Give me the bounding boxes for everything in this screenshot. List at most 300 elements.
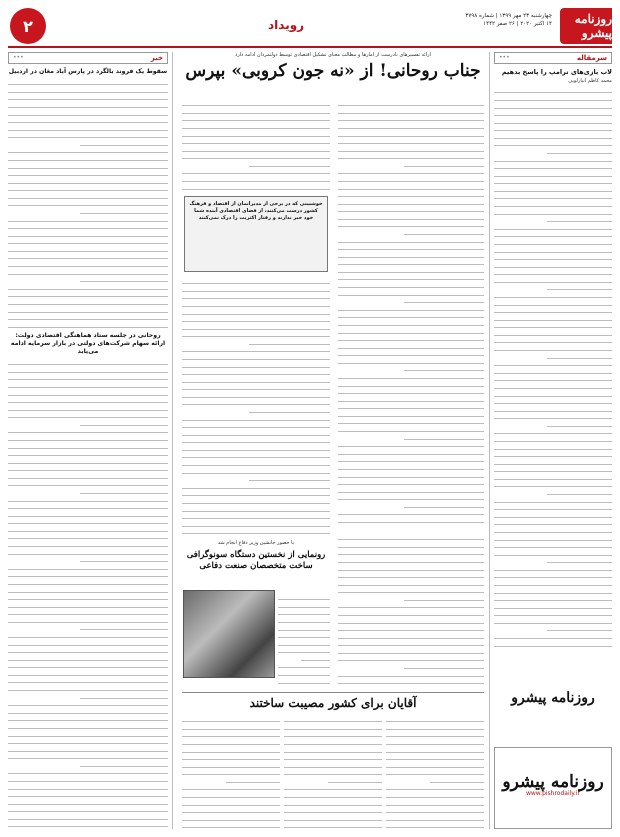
text-line xyxy=(8,314,168,320)
text-line xyxy=(338,464,484,470)
text-line xyxy=(494,610,612,616)
text-line xyxy=(8,223,168,229)
text-line xyxy=(8,322,168,328)
text-line xyxy=(338,602,484,608)
text-line xyxy=(8,791,168,797)
date-line: ۱۴ اکتبر ۲۰۲۰ | ۲۶ صفر ۱۴۴۲ xyxy=(483,21,552,27)
text-line xyxy=(386,754,484,760)
text-line xyxy=(338,396,484,402)
text-line xyxy=(8,382,168,388)
text-line xyxy=(494,398,612,404)
text-line xyxy=(338,259,484,265)
text-line xyxy=(182,422,330,428)
text-line xyxy=(284,807,382,813)
text-line xyxy=(182,498,330,504)
sub-kicker: با حضور جانشین وزیر دفاع انجام شد xyxy=(217,540,295,546)
text-line xyxy=(8,647,168,653)
text-line xyxy=(386,815,484,821)
text-line xyxy=(338,252,484,258)
text-line xyxy=(430,777,484,783)
text-line xyxy=(182,822,280,828)
text-line xyxy=(338,130,484,136)
text-line xyxy=(8,715,168,721)
text-line xyxy=(338,108,484,114)
text-line xyxy=(338,524,484,530)
text-line xyxy=(8,632,168,638)
text-line xyxy=(494,262,612,268)
text-line xyxy=(494,277,612,283)
text-line xyxy=(8,178,168,184)
text-line xyxy=(278,685,330,686)
text-line xyxy=(182,361,330,367)
text-line xyxy=(8,723,168,729)
text-line xyxy=(8,768,168,774)
text-line xyxy=(494,208,612,214)
text-line xyxy=(338,168,484,174)
text-line xyxy=(338,191,484,197)
text-line xyxy=(8,776,168,782)
text-line xyxy=(284,724,382,730)
column-divider xyxy=(172,52,173,829)
section-divider xyxy=(182,692,484,693)
text-line xyxy=(338,138,484,144)
text-line xyxy=(547,421,612,427)
text-line xyxy=(284,784,382,790)
text-line xyxy=(494,640,612,646)
text-line xyxy=(8,246,168,252)
text-line xyxy=(338,214,484,220)
text-line xyxy=(8,814,168,820)
text-line xyxy=(338,471,484,477)
text-line xyxy=(8,374,168,380)
main-body-col1 xyxy=(338,100,484,530)
text-line xyxy=(80,761,168,767)
text-line xyxy=(494,118,612,124)
text-line xyxy=(8,412,168,418)
text-line xyxy=(494,193,612,199)
text-line xyxy=(404,663,484,669)
text-line xyxy=(338,633,484,639)
text-line xyxy=(8,579,168,585)
text-line xyxy=(338,320,484,326)
pull-quote-text: خوشبینی که در برخی از مدیرانمان از اقتصاد و فرهنگ کشور درست می‌کنند، از فضای اقتصادی آینده شما خود خبر ندارند و رفتار اکثریت را درک نمی‌کنند xyxy=(189,201,323,221)
text-line xyxy=(8,564,168,570)
text-line xyxy=(494,572,612,578)
text-line xyxy=(494,246,612,252)
website-url[interactable]: www.pishrodaily.ir xyxy=(525,790,581,797)
bottom-headline: آقایان برای کشور مصیبت ساختند xyxy=(249,696,417,710)
text-line xyxy=(494,315,612,321)
text-line xyxy=(386,784,484,790)
text-line xyxy=(8,799,168,805)
text-line xyxy=(386,761,484,767)
text-line xyxy=(494,337,612,343)
text-line xyxy=(182,183,330,189)
text-line xyxy=(8,102,168,108)
page-header xyxy=(8,8,612,48)
text-line xyxy=(338,579,484,585)
dots-icon: ••• xyxy=(13,53,24,61)
text-line xyxy=(338,115,484,121)
text-line xyxy=(386,792,484,798)
text-line xyxy=(182,807,280,813)
text-line xyxy=(182,399,330,405)
text-line xyxy=(182,746,280,752)
text-line xyxy=(182,392,330,398)
text-line xyxy=(494,155,612,161)
text-line xyxy=(226,777,280,783)
bottom-body-col1 xyxy=(386,716,484,828)
text-line xyxy=(338,123,484,129)
text-line xyxy=(8,132,168,138)
text-line xyxy=(547,148,612,154)
text-line xyxy=(494,474,612,480)
text-line xyxy=(494,292,612,298)
text-line xyxy=(494,87,612,93)
text-line xyxy=(338,312,484,318)
text-line xyxy=(338,100,484,106)
text-line xyxy=(8,94,168,100)
news-body-2 xyxy=(8,359,168,829)
text-line xyxy=(404,502,484,508)
text-line xyxy=(8,480,168,486)
text-line xyxy=(494,171,612,177)
text-line xyxy=(182,323,330,329)
text-line xyxy=(8,473,168,479)
text-line xyxy=(494,443,612,449)
text-line xyxy=(8,299,168,305)
text-line xyxy=(494,110,612,116)
text-line xyxy=(8,677,168,683)
text-line xyxy=(8,389,168,395)
text-line xyxy=(8,155,168,161)
text-line xyxy=(338,176,484,182)
news-tag xyxy=(8,52,168,64)
text-line xyxy=(338,183,484,189)
text-line xyxy=(80,140,168,146)
text-line xyxy=(8,87,168,93)
text-line xyxy=(182,815,280,821)
text-line xyxy=(182,308,330,314)
text-line xyxy=(494,580,612,586)
text-line xyxy=(284,761,382,767)
text-line xyxy=(249,161,330,167)
text-line xyxy=(494,405,612,411)
text-line xyxy=(494,322,612,328)
text-line xyxy=(338,655,484,661)
text-line xyxy=(338,274,484,280)
text-line xyxy=(494,201,612,207)
editorial-body xyxy=(494,87,612,647)
news-headline-helicopter: سقوط یک فروند بالگرد در پارس آباد مغان در اردبیل xyxy=(8,68,168,75)
text-line xyxy=(494,231,612,237)
text-line xyxy=(249,339,330,345)
text-line xyxy=(494,224,612,230)
text-line xyxy=(80,624,168,630)
text-line xyxy=(8,655,168,661)
text-line xyxy=(8,170,168,176)
news-tag-label: خبر xyxy=(150,53,163,62)
text-line xyxy=(8,526,168,532)
text-line xyxy=(182,521,330,527)
text-line xyxy=(182,115,330,121)
text-line xyxy=(8,359,168,365)
text-line xyxy=(182,799,280,805)
text-line xyxy=(338,153,484,159)
text-line xyxy=(338,456,484,462)
text-line xyxy=(8,738,168,744)
text-line xyxy=(338,426,484,432)
text-line xyxy=(8,427,168,433)
text-line xyxy=(182,384,330,390)
main-body-col1-cont xyxy=(338,534,484,686)
text-line xyxy=(494,102,612,108)
text-line xyxy=(386,739,484,745)
editorial-byline: محمد کاظم انبارلویی xyxy=(568,78,612,84)
text-line xyxy=(404,595,484,601)
text-line xyxy=(182,437,330,443)
text-line xyxy=(338,678,484,684)
text-line xyxy=(8,450,168,456)
text-line xyxy=(386,807,484,813)
text-line xyxy=(182,724,280,730)
text-line xyxy=(182,168,330,174)
news-column xyxy=(8,52,168,829)
text-line xyxy=(338,411,484,417)
text-line xyxy=(182,123,330,129)
text-line xyxy=(284,739,382,745)
text-line xyxy=(182,130,330,136)
text-line xyxy=(8,109,168,115)
text-line xyxy=(338,648,484,654)
text-line xyxy=(338,587,484,593)
text-line xyxy=(8,685,168,691)
text-line xyxy=(182,100,330,106)
text-line xyxy=(8,495,168,501)
text-line xyxy=(8,783,168,789)
text-line xyxy=(278,624,330,630)
text-line xyxy=(494,163,612,169)
sub-story-body xyxy=(278,594,330,686)
text-line xyxy=(8,193,168,199)
text-line xyxy=(278,602,330,608)
news-body-1 xyxy=(8,79,168,329)
text-line xyxy=(494,254,612,260)
section-title: رویداد xyxy=(268,18,305,32)
text-line xyxy=(182,452,330,458)
text-line xyxy=(494,133,612,139)
text-line xyxy=(284,754,382,760)
text-line xyxy=(494,519,612,525)
text-line xyxy=(404,297,484,303)
text-line xyxy=(8,367,168,373)
text-line xyxy=(547,557,612,563)
text-line xyxy=(494,125,612,131)
text-line xyxy=(494,481,612,487)
text-line xyxy=(404,365,484,371)
text-line xyxy=(8,261,168,267)
text-line xyxy=(284,716,382,722)
text-line xyxy=(284,769,382,775)
bottom-body-col3 xyxy=(182,716,280,828)
mini-logo: روزنامه پیشرو xyxy=(511,690,595,706)
text-line xyxy=(8,185,168,191)
text-line xyxy=(8,518,168,524)
text-line xyxy=(338,380,484,386)
text-line xyxy=(80,488,168,494)
newspaper-logo: روزنامه پیشرو xyxy=(502,771,604,792)
text-line xyxy=(386,731,484,737)
text-line xyxy=(182,731,280,737)
text-line xyxy=(182,769,280,775)
text-line xyxy=(182,505,330,511)
text-line xyxy=(328,777,382,783)
text-line xyxy=(182,286,330,292)
text-line xyxy=(494,390,612,396)
text-line xyxy=(494,542,612,548)
text-line xyxy=(8,821,168,827)
text-line xyxy=(494,459,612,465)
text-line xyxy=(182,346,330,352)
text-line xyxy=(80,420,168,426)
text-line xyxy=(338,625,484,631)
main-body-col2 xyxy=(182,278,330,538)
text-line xyxy=(338,388,484,394)
text-line xyxy=(8,79,168,85)
text-line xyxy=(547,352,612,358)
text-line xyxy=(8,602,168,608)
text-line xyxy=(8,571,168,577)
text-line xyxy=(8,268,168,274)
main-kicker: ارائه تفسیرهای نادرست از آمارها و مطالب معنای تشکیل اقتصادی توسط دولتمردان ادامه دارد xyxy=(235,52,431,58)
text-line xyxy=(494,496,612,502)
text-line xyxy=(182,153,330,159)
text-line xyxy=(404,229,484,235)
news-headline-economy: روحانی در جلسه ستاد هماهنگی اقتصادی دولت: ارائه سهام شرکت‌های دولتی در بازار سرمایه ادامه می‌یابد xyxy=(10,332,166,355)
text-line xyxy=(338,305,484,311)
text-line xyxy=(284,731,382,737)
text-line xyxy=(386,724,484,730)
text-line xyxy=(182,739,280,745)
text-line xyxy=(338,221,484,227)
text-line xyxy=(182,754,280,760)
text-line xyxy=(494,466,612,472)
text-line xyxy=(494,633,612,639)
text-line xyxy=(338,449,484,455)
text-line xyxy=(338,373,484,379)
text-line xyxy=(278,647,330,653)
text-line xyxy=(182,108,330,114)
text-line xyxy=(338,509,484,515)
text-line xyxy=(338,572,484,578)
text-line xyxy=(8,548,168,554)
text-line xyxy=(8,458,168,464)
text-line xyxy=(182,445,330,451)
text-line xyxy=(8,435,168,441)
text-line xyxy=(80,692,168,698)
text-line xyxy=(494,603,612,609)
text-line xyxy=(494,95,612,101)
text-line xyxy=(8,117,168,123)
text-line xyxy=(182,483,330,489)
text-line xyxy=(494,451,612,457)
text-line xyxy=(182,467,330,473)
text-line xyxy=(494,534,612,540)
text-line xyxy=(8,147,168,153)
page-number-badge: ۲ xyxy=(10,8,46,44)
text-line xyxy=(8,200,168,206)
text-line xyxy=(8,404,168,410)
text-line xyxy=(338,542,484,548)
text-line xyxy=(8,639,168,645)
text-line xyxy=(338,267,484,273)
date-line: چهارشنبه ۲۳ مهر ۱۳۹۹ | شماره ۳۷۹۸ xyxy=(465,13,552,19)
text-line xyxy=(8,253,168,259)
text-line xyxy=(182,490,330,496)
text-line xyxy=(8,609,168,615)
text-line xyxy=(386,716,484,722)
text-line xyxy=(182,278,330,284)
text-line xyxy=(182,460,330,466)
editorial-headline: لاب بازی‌های ترامپ را پاسخ بدهیم xyxy=(501,68,612,76)
text-line xyxy=(494,383,612,389)
text-line xyxy=(8,662,168,668)
text-line xyxy=(494,618,612,624)
main-body-col2-top xyxy=(182,100,330,190)
text-line xyxy=(338,549,484,555)
text-line xyxy=(494,140,612,146)
text-line xyxy=(338,418,484,424)
brand-badge: روزنامه پیشرو xyxy=(560,8,612,44)
text-line xyxy=(284,746,382,752)
text-line xyxy=(404,161,484,167)
text-line xyxy=(386,799,484,805)
text-line xyxy=(494,360,612,366)
text-line xyxy=(338,289,484,295)
text-line xyxy=(182,761,280,767)
text-line xyxy=(8,238,168,244)
text-line xyxy=(278,662,330,668)
text-line xyxy=(338,335,484,341)
editorial-column xyxy=(494,52,612,829)
text-line xyxy=(494,413,612,419)
text-line xyxy=(494,428,612,434)
text-line xyxy=(8,533,168,539)
text-line xyxy=(278,609,330,615)
text-line xyxy=(494,504,612,510)
text-line xyxy=(182,354,330,360)
sub-headline: رونمایی از نخستین دستگاه سونوگرافی ساخت متخصصان صنعت دفاعی xyxy=(186,550,326,571)
text-line xyxy=(338,206,484,212)
text-line xyxy=(494,299,612,305)
main-headline: جناب روحانی! از «نه جون کروبی» بپرس xyxy=(185,61,481,82)
text-line xyxy=(80,276,168,282)
text-line xyxy=(8,503,168,509)
text-line xyxy=(338,494,484,500)
text-line xyxy=(182,145,330,151)
text-line xyxy=(494,269,612,275)
text-line xyxy=(338,517,484,523)
text-line xyxy=(8,586,168,592)
text-line xyxy=(338,534,484,540)
issue-date xyxy=(432,12,552,28)
text-line xyxy=(182,138,330,144)
text-line xyxy=(8,670,168,676)
text-line xyxy=(338,145,484,151)
text-line xyxy=(386,746,484,752)
column-divider xyxy=(489,52,490,829)
text-line xyxy=(182,430,330,436)
